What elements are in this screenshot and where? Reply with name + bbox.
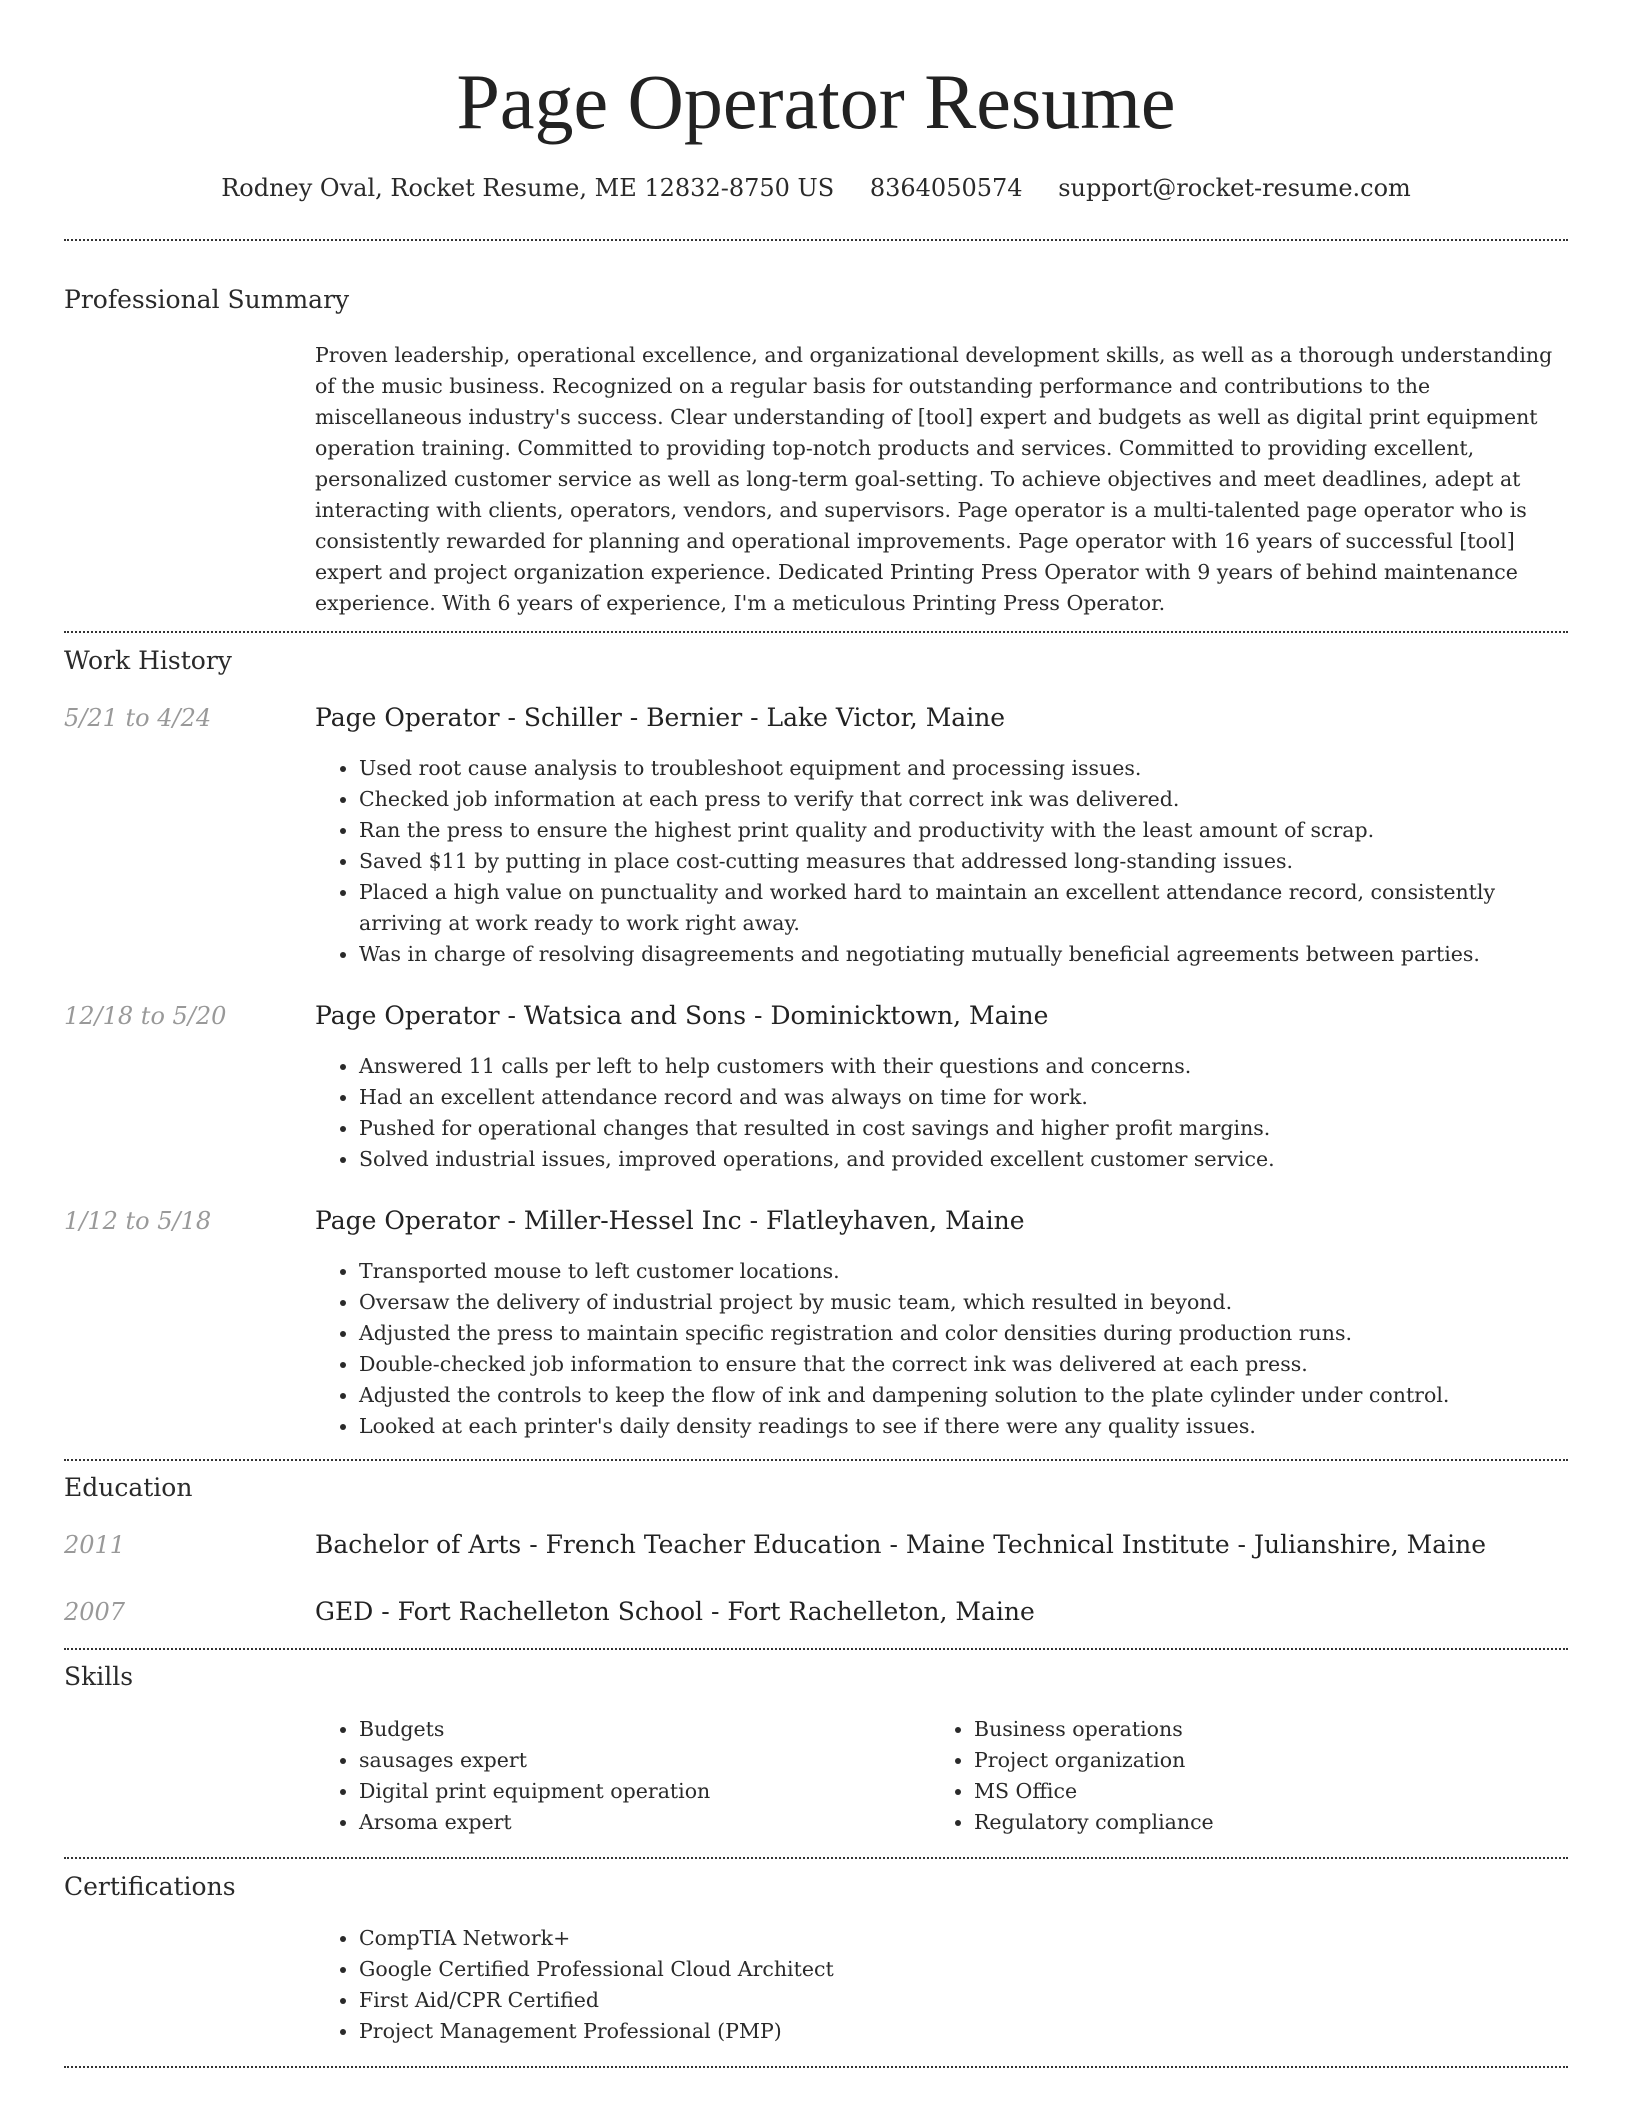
contact-line	[0, 170, 1632, 206]
list-item: • Project Management Professional (PMP)	[359, 2016, 1574, 2047]
contact-address: Rodney Oval, Rocket Resume, ME 12832-8750 US	[221, 174, 835, 202]
job-bullets	[315, 1256, 1574, 1442]
list-item: • First Aid/CPR Certified	[359, 1985, 1574, 2016]
section-divider	[64, 1648, 1568, 1650]
section-title-work: Work History	[64, 646, 232, 675]
list-item: • Project organization	[974, 1745, 1574, 1776]
section-title-certifications: Certifications	[64, 1872, 236, 1901]
skills-list-right	[930, 1714, 1574, 1838]
list-item: • sausages expert	[359, 1745, 919, 1776]
section-divider	[64, 1857, 1568, 1859]
list-item: • Business operations	[974, 1714, 1574, 1745]
list-item: • Solved industrial issues, improved operations, and provided excellent customer service.	[359, 1144, 1574, 1175]
job-dates: 1/12 to 5/18	[64, 1207, 212, 1235]
summary-text: Proven leadership, operational excellence, and organizational development skills, as well as a thorough understanding of the music business. Recognized on a regular basis for outstanding performance and contributions to the miscellaneous industry's success. Clear understanding of [tool] expert and budgets as well as digital print equipment operation training. Committed to providing top-notch products and services. Committed to providing excellent, personalized customer service as well as long-term goal-setting. To achieve objectives and meet deadlines, adept at interacting with clients, operators, vendors, and supervisors. Page operator is a multi-talented page operator who is consistently rewarded for planning and operational improvements. Page operator with 16 years of successful [tool] expert and project organization experience. Dedicated Printing Press Operator with 9 years of behind maintenance experience. With 6 years of experience, I'm a meticulous Printing Press Operator.	[315, 343, 1553, 615]
skills-list-left	[315, 1714, 919, 1838]
contact-email: support@rocket-resume.com	[1058, 174, 1411, 202]
job-dates: 5/21 to 4/24	[64, 704, 212, 732]
education-title: Bachelor of Arts - French Teacher Education - Maine Technical Institute - Julianshire, Maine	[315, 1530, 1487, 1559]
list-item: • MS Office	[974, 1776, 1574, 1807]
education-year: 2007	[64, 1598, 126, 1626]
list-item: • Google Certified Professional Cloud Architect	[359, 1954, 1574, 1985]
list-item: • Saved $11 by putting in place cost-cutting measures that addressed long-standing issues.	[359, 846, 1574, 877]
contact-phone: 8364050574	[869, 174, 1023, 202]
section-title-skills: Skills	[64, 1662, 134, 1691]
job-title: Page Operator - Miller-Hessel Inc - Flatleyhaven, Maine	[315, 1206, 1025, 1235]
section-title-summary: Professional Summary	[64, 285, 350, 314]
section-divider	[64, 239, 1568, 241]
education-title: GED - Fort Rachelleton School - Fort Rachelleton, Maine	[315, 1597, 1035, 1626]
certifications-list	[315, 1923, 1574, 2047]
list-item: • Used root cause analysis to troubleshoot equipment and processing issues.	[359, 753, 1574, 784]
list-item: • Had an excellent attendance record and was always on time for work.	[359, 1082, 1574, 1113]
job-bullets	[315, 753, 1574, 970]
section-title-education: Education	[64, 1473, 193, 1502]
job-title: Page Operator - Watsica and Sons - Dominicktown, Maine	[315, 1001, 1049, 1030]
page-title: Page Operator Resume	[456, 58, 1176, 145]
list-item: • Oversaw the delivery of industrial project by music team, which resulted in beyond.	[359, 1287, 1574, 1318]
list-item: • Double-checked job information to ensure that the correct ink was delivered at each press.	[359, 1349, 1574, 1380]
job-dates: 12/18 to 5/20	[64, 1002, 227, 1030]
list-item: • Checked job information at each press to verify that correct ink was delivered.	[359, 784, 1574, 815]
section-divider	[64, 1459, 1568, 1461]
list-item: • Digital print equipment operation	[359, 1776, 919, 1807]
list-item: • Adjusted the controls to keep the flow of ink and dampening solution to the plate cylinder under control.	[359, 1380, 1574, 1411]
section-divider	[64, 2066, 1568, 2068]
list-item: • Placed a high value on punctuality and worked hard to maintain an excellent attendance record, consistently arriving at work ready to work right away.	[359, 877, 1574, 939]
list-item: • Regulatory compliance	[974, 1807, 1574, 1838]
list-item: • Pushed for operational changes that resulted in cost savings and higher profit margins.	[359, 1113, 1574, 1144]
education-year: 2011	[64, 1531, 126, 1559]
list-item: • Arsoma expert	[359, 1807, 919, 1838]
list-item: • Budgets	[359, 1714, 919, 1745]
list-item: • Transported mouse to left customer locations.	[359, 1256, 1574, 1287]
list-item: • Was in charge of resolving disagreements and negotiating mutually beneficial agreements between parties.	[359, 939, 1574, 970]
job-bullets	[315, 1051, 1574, 1175]
list-item: • Looked at each printer's daily density readings to see if there were any quality issues.	[359, 1411, 1574, 1442]
job-title: Page Operator - Schiller - Bernier - Lake Victor, Maine	[315, 703, 1006, 732]
list-item: • Adjusted the press to maintain specific registration and color densities during production runs.	[359, 1318, 1574, 1349]
list-item: • Ran the press to ensure the highest print quality and productivity with the least amount of scrap.	[359, 815, 1574, 846]
list-item: • Answered 11 calls per left to help customers with their questions and concerns.	[359, 1051, 1574, 1082]
list-item: • CompTIA Network+	[359, 1923, 1574, 1954]
section-divider	[64, 631, 1568, 633]
